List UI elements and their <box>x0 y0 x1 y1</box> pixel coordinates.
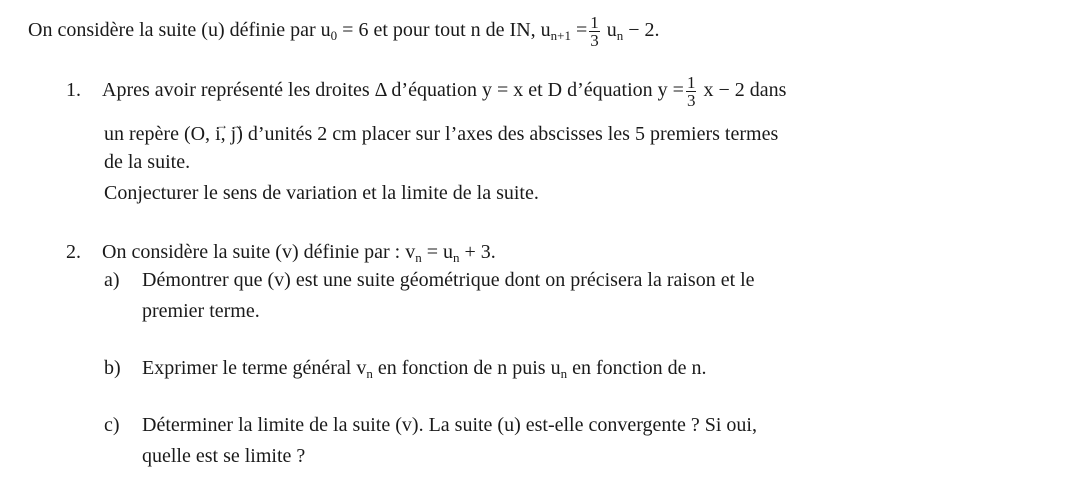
q1-line-3: de la suite. <box>104 151 191 173</box>
u0-subscript: 0 <box>330 28 338 44</box>
q1-fraction-numerator: 1 <box>686 73 696 92</box>
vector-j: → j <box>231 122 237 146</box>
q1-text-2a: un repère (O, <box>104 123 216 145</box>
q1-line-2 <box>104 122 778 146</box>
intro-eq: = <box>570 19 588 42</box>
intro-text-3: u <box>601 19 617 42</box>
q2-un-subscript: n <box>453 250 460 265</box>
q2a-line-1 <box>104 268 755 292</box>
q1-line-4: Conjecturer le sens de variation et la limite de la suite. <box>104 182 539 204</box>
intro-text-1: On considère la suite (u) définie par u <box>28 19 331 42</box>
intro-text-4: − 2. <box>623 19 660 42</box>
q1-fraction <box>686 74 697 109</box>
vector-i: → i <box>215 122 221 146</box>
q2a-text-1: Démontrer que (v) est une suite géométrique dont on précisera la raison et le <box>142 269 755 291</box>
q2-text-1b: = u <box>421 241 454 263</box>
fraction-numerator: 1 <box>590 13 599 32</box>
q2b-line <box>104 356 707 386</box>
un1-subscript: n+1 <box>550 28 571 44</box>
fraction-denominator: 3 <box>590 31 599 50</box>
q2b-un-subscript: n <box>560 366 568 381</box>
q2b-text-a: Exprimer le terme général v <box>142 357 367 379</box>
q2c-line-1 <box>104 413 757 437</box>
q2a-line-2: premier terme. <box>142 300 260 322</box>
intro-line <box>28 14 660 49</box>
q2b-label: b) <box>104 357 121 379</box>
q2b-vn-subscript: n <box>366 366 373 381</box>
fraction-one-third <box>589 14 600 49</box>
q2c-line-2: quelle est se limite ? <box>142 445 306 467</box>
q2-line-1 <box>66 240 496 270</box>
q1-comma: , <box>220 123 231 145</box>
q1-text-1a: Apres avoir représenté les droites Δ d’équation y = x et D d’équation y = <box>102 79 684 102</box>
q2-vn-subscript: n <box>415 250 422 265</box>
intro-text-2: = 6 et pour tout n de IN, u <box>337 19 551 42</box>
q2-text-1a: On considère la suite (v) définie par : v <box>102 241 416 263</box>
q2-number: 2. <box>66 241 81 263</box>
q2a-label: a) <box>104 269 120 291</box>
q2c-text-1: Déterminer la limite de la suite (v). La suite (u) est-elle convergente ? Si oui, <box>142 414 757 436</box>
q2b-text-c: en fonction de n. <box>567 357 707 379</box>
q2c-label: c) <box>104 414 120 436</box>
q1-number: 1. <box>66 79 81 102</box>
q1-text-2b: ) d’unités 2 cm placer sur l’axes des abscisses les 5 premiers termes <box>236 123 779 145</box>
q2b-text-b: en fonction de n puis u <box>372 357 561 379</box>
q1-text-1b: x − 2 dans <box>698 79 787 102</box>
q1-line-1 <box>66 74 786 109</box>
un-subscript: n <box>616 28 624 44</box>
q2-text-1c: + 3. <box>459 241 496 263</box>
q1-fraction-denominator: 3 <box>686 91 696 110</box>
